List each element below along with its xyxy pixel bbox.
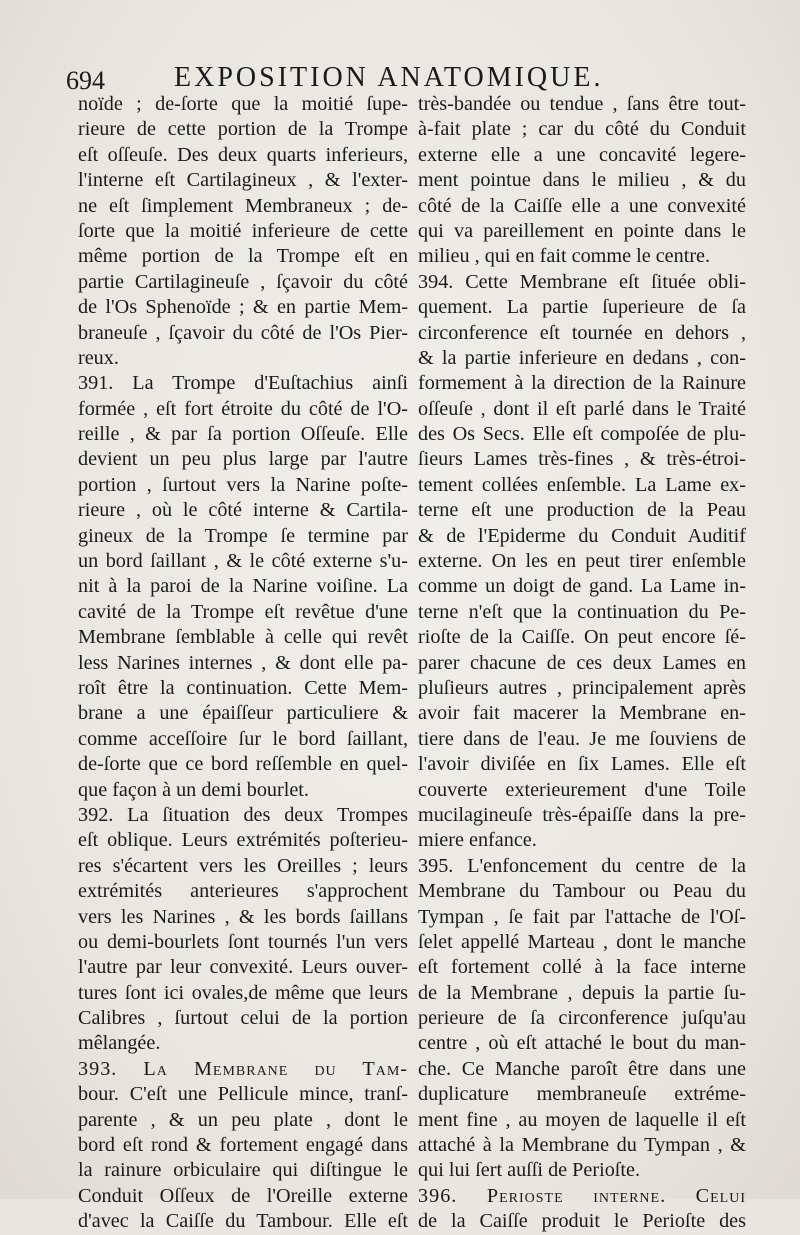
text-line: bord eſt rond & fortement engagé dans [78, 1134, 408, 1157]
text-line: l'avoir diviſée en ſix Lames. Elle eſt [418, 753, 746, 776]
text-line: ſorte que la moitié inferieure de cette [78, 219, 408, 242]
text-line: portion , ſurtout vers la Narine poſte- [78, 473, 408, 496]
text-line: gineux de la Trompe ſe termine par [78, 524, 408, 547]
text-line: & de l'Epiderme du Conduit Auditif [418, 524, 746, 547]
text-line: ne eſt ſimplement Membraneux ; de- [78, 194, 408, 217]
text-line: Conduit Oſſeux de l'Oreille externe [78, 1184, 408, 1207]
text-line: externe. On les en peut tirer enſemble [418, 550, 746, 573]
right-column [418, 92, 746, 1235]
text-line: reille , & par ſa portion Oſſeuſe. Elle [78, 423, 408, 446]
text-line: formement à la direction de la Rainure [418, 372, 746, 395]
text-line: rieure , où le côté interne & Cartila- [78, 499, 408, 522]
text-line: 393. La Membrane du Tam- [78, 1057, 408, 1080]
text-line: tement collées enſemble. La Lame ex- [418, 473, 746, 496]
text-line: Membrane ſemblable à celle qui revêt [78, 626, 408, 649]
running-title: EXPOSITION ANATOMIQUE. [174, 62, 604, 93]
text-line: très-bandée ou tendue , ſans être tout- [418, 93, 746, 115]
text-line: comme acceſſoire ſur le bord ſaillant, [78, 727, 408, 750]
text-line: tiere dans de l'eau. Je me ſouviens de [418, 727, 746, 750]
text-line: 396. Perioste interne. Celui [418, 1184, 746, 1207]
text-line: de la Caiſſe produit le Perioſte des [418, 1210, 746, 1233]
text-line: pluſieurs autres , principalement après [418, 676, 746, 699]
text-line: 395. L'enfoncement du centre de la [418, 854, 746, 877]
text-line: partie Cartilagineuſe , ſçavoir du côté [78, 270, 408, 293]
text-line: que façon à un demi bourlet. [78, 778, 309, 801]
text-line: mucilagineuſe très-épaiſſe dans la pre- [418, 803, 746, 826]
text-line: ment fine , au moyen de laquelle il eſt [418, 1108, 746, 1131]
text-line: de-ſorte que ce bord reſſemble en quel- [78, 753, 408, 776]
text-line: nit à la paroi de la Narine voiſine. La [78, 575, 408, 598]
text-line: un bord ſaillant , & le côté externe s'u- [78, 550, 408, 573]
text-line: Calibres , ſurtout celui de la portion [78, 1007, 408, 1030]
text-line: mêlangée. [78, 1032, 161, 1055]
text-line: parente , & un peu plate , dont le [78, 1108, 408, 1131]
text-line: externe elle a une concavité legere- [418, 143, 746, 166]
text-line: rieure de cette portion de la Trompe [78, 118, 408, 141]
text-line: miere enfance. [418, 829, 537, 852]
text-line: tures ſont ici ovales,de même que leurs [78, 981, 408, 1004]
text-line: reux. [78, 346, 119, 369]
text-line: rioſte de la Caiſſe. On peut encore ſé- [418, 626, 746, 649]
text-line: ment pointue dans le milieu , & du [418, 169, 746, 192]
text-line: perieure de ſa circonference juſqu'au [418, 1007, 746, 1030]
text-line: ou demi-bourlets ſont tournés l'un vers [78, 930, 408, 953]
text-line: extrémités anterieures s'approchent [78, 880, 408, 903]
text-line: attaché à la Membrane du Tympan , & [418, 1134, 746, 1157]
text-line: 391. La Trompe d'Euſtachius ainſi [78, 372, 408, 395]
text-line: cavité de la Trompe eſt revêtue d'une [78, 600, 408, 623]
text-line: quement. La partie ſuperieure de ſa [418, 296, 746, 319]
text-line: brane a une épaiſſeur particuliere & [78, 702, 408, 725]
text-line: d'avec la Caiſſe du Tambour. Elle eſt [78, 1210, 408, 1233]
text-line: devient un peu plus large par l'autre [78, 448, 408, 471]
text-line: l'interne eſt Cartilagineux , & l'exter- [78, 169, 408, 192]
text-line: même portion de la Trompe eſt en [78, 245, 408, 268]
text-line: à-fait plate ; car du côté du Conduit [418, 118, 746, 141]
text-line: comme un doigt de gand. La Lame in- [418, 575, 746, 598]
text-line: circonference eſt tournée en dehors , [418, 321, 746, 344]
text-line: bour. C'eſt une Pellicule mince, tranſ- [78, 1083, 408, 1106]
text-line: eſt oſſeuſe. Des deux quarts inferieurs, [78, 143, 408, 166]
text-line: vers les Narines , & les bords ſaillans [78, 905, 408, 928]
text-line: côté de la Caiſſe elle a une convexité [418, 194, 746, 217]
text-line: milieu , qui en fait comme le centre. [418, 245, 711, 268]
text-line: oſſeuſe , dont il eſt parlé dans le Traité [418, 397, 746, 420]
text-line: qui va pareillement en pointe dans le [418, 219, 746, 242]
text-line: duplicature membraneuſe extréme- [418, 1083, 746, 1106]
text-line: qui lui ſert auſſi de Perioſte. [418, 1159, 641, 1182]
text-line: che. Ce Manche paroît être dans une [418, 1057, 746, 1080]
text-line: braneuſe , ſçavoir du côté de l'Os Pier- [78, 321, 408, 344]
text-line: eſt oblique. Leurs extrémités poſterieu- [78, 829, 408, 852]
text-line: less Narines internes , & dont elle pa- [78, 651, 408, 674]
text-line: eſt fortement collé à la face interne [418, 956, 746, 979]
text-line: de la Membrane , depuis la partie ſu- [418, 981, 746, 1004]
text-line: l'autre par leur convexité. Leurs ouver- [78, 956, 408, 979]
text-line: terne eſt une production de la Peau [418, 499, 746, 522]
text-line: Membrane du Tambour ou Peau du [418, 880, 746, 903]
text-line: la rainure orbiculaire qui diſtingue le [78, 1159, 408, 1182]
text-line: couverte exterieurement d'une Toile [418, 778, 746, 801]
text-line: 392. La ſituation des deux Trompes [78, 803, 408, 826]
text-line: avoir fait macerer la Membrane en- [418, 702, 746, 725]
text-line: noïde ; de-ſorte que la moitié ſupe- [78, 93, 408, 115]
text-line: centre , où eſt attaché le bout du man- [418, 1032, 746, 1055]
text-line: roît être la continuation. Cette Mem- [78, 676, 408, 699]
text-line: formée , eſt fort étroite du côté de l'O- [78, 397, 408, 420]
text-line: de l'Os Sphenoïde ; & en partie Mem- [78, 296, 408, 319]
text-line: terne n'eſt que la continuation du Pe- [418, 600, 746, 623]
text-line: des Os Secs. Elle eſt compoſée de plu- [418, 423, 746, 446]
text-line: ſelet appellé Marteau , dont le manche [418, 930, 746, 953]
text-line: ſieurs Lames très-fines , & très-étroi- [418, 448, 746, 471]
page-number: 694 [66, 66, 105, 95]
text-line: res s'écartent vers les Oreilles ; leurs [78, 854, 408, 877]
text-line: 394. Cette Membrane eſt ſituée obli- [418, 270, 746, 293]
left-column [78, 92, 408, 1235]
text-line: & la partie inferieure en dedans , con- [418, 346, 746, 369]
text-line: parer chacune de ces deux Lames en [418, 651, 746, 674]
text-line: Tympan , ſe fait par l'attache de l'Oſ- [418, 905, 746, 928]
